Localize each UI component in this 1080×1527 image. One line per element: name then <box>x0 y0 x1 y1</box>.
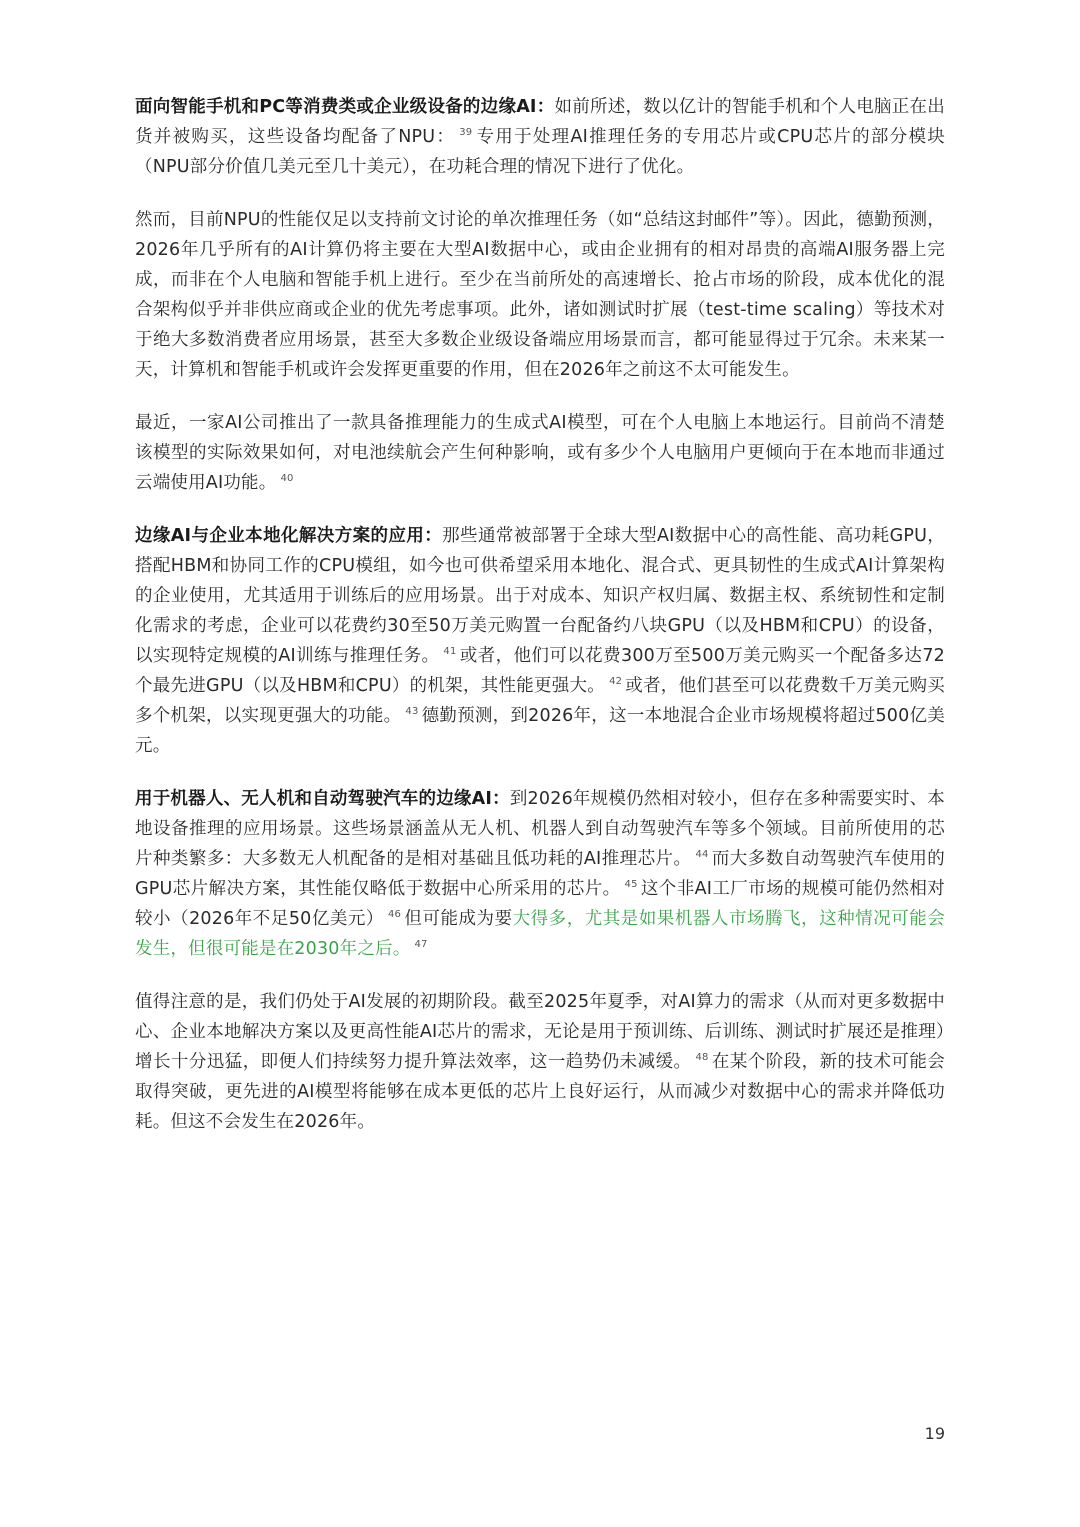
paragraph-text: 然而，目前NPU的性能仅足以支持前文讨论的单次推理任务（如“总结这封邮件”等）。因此，德勤预测，2026年几乎所有的AI计算仍将主要在大型AI数据中心，或由企业拥有的相对昂贵的高端AI服务器上完成，而非在个人电脑和智能手机上进行。至少在当前所处的高速增长、抢占市场的阶段，成本优化的混合架构似乎并非供应商或企业的优先考虑事项。此外，诸如测试时扩展（test-time scaling）等技术对于绝大多数消费者应用场景，甚至大多数企业级设备端应用场景而言，都可能显得过于冗余。未来某一天，计算机和智能手机或许会发挥更重要的作用，但在2026年之前这不太可能发生。 <box>135 210 945 380</box>
footnote-ref[interactable]: 39 <box>459 127 473 138</box>
footnote-ref[interactable]: 45 <box>624 879 638 890</box>
footnote-ref[interactable]: 46 <box>387 909 402 920</box>
paragraph-text: 值得注意的是，我们仍处于AI发展的初期阶段。截至2025年夏季，对AI算力的需求（从而对更多数据中心、企业本地解决方案以及更高性能AI芯片的需求，无论是用于预训练、后训练、测试时扩展还是推理）增长十分迅猛，即便人们持续努力提升算法效率，这一趋势仍未减缓。 <box>135 992 945 1072</box>
footnote-ref[interactable]: 42 <box>609 676 623 687</box>
footnote-ref[interactable]: 48 <box>695 1052 709 1063</box>
paragraph-text: 或者，他们可以花费300万至500万美元购买一个配备多达72个最先进GPU（以及HBM和CPU）的机架，其性能更强大。 <box>135 646 945 696</box>
paragraph-lead-heading: 边缘AI与企业本地化解决方案的应用： <box>135 526 443 546</box>
footnote-ref[interactable]: 47 <box>414 939 428 950</box>
paragraph-robots-drones <box>135 784 945 964</box>
paragraph-text: 这个非AI工厂市场的规模可能仍然相对较小（2026年不足50亿美元） <box>135 879 945 929</box>
paragraph-edge-ai-devices <box>135 92 945 182</box>
footnote-ref[interactable]: 40 <box>280 473 294 484</box>
paragraph-text: 那些通常被部署于全球大型AI数据中心的高性能、高功耗GPU，搭配HBM和协同工作的CPU模组，如今也可供希望采用本地化、混合式、更具韧性的生成式AI计算架构的企业使用，尤其适用于训练后的应用场景。出于对成本、知识产权归属、数据主权、系统韧性和定制化需求的考虑，企业可以花费约30至50万美元购置一台配备约八块GPU（以及HBM和CPU）的设备，以实现特定规模的AI训练与推理任务。 <box>135 526 946 666</box>
footnote-ref[interactable]: 44 <box>695 849 709 860</box>
footnote-ref[interactable]: 43 <box>405 706 419 717</box>
paragraph-lead-heading: 用于机器人、无人机和自动驾驶汽车的边缘AI： <box>135 789 510 809</box>
paragraph-text: 在某个阶段，新的技术可能会取得突破，更先进的AI模型将能够在成本更低的芯片上良好运行，从而减少对数据中心的需求并降低功耗。但这不会发生在2026年。 <box>135 1052 945 1132</box>
footnote-ref[interactable]: 41 <box>443 646 457 657</box>
paragraph-enterprise-on-prem <box>135 521 945 761</box>
paragraph-text: 如前所述，数以亿计的智能手机和个人电脑正在出货并被购买，这些设备均配备了NPU： <box>135 97 945 147</box>
document-body <box>135 92 945 1160</box>
paragraph-text: 到2026年规模仍然相对较小，但存在多种需要实时、本地设备推理的应用场景。这些场景涵盖从无人机、机器人到自动驾驶汽车等多个领域。目前所使用的芯片种类繁多：大多数无人机配备的是相对基础且低功耗的AI推理芯片。 <box>135 789 945 869</box>
paragraph-lead-heading: 面向智能手机和PC等消费类或企业级设备的边缘AI： <box>135 97 555 117</box>
paragraph-npu-performance <box>135 205 945 385</box>
paragraph-text: 而大多数自动驾驶汽车使用的GPU芯片解决方案，其性能仅略低于数据中心所采用的芯片。 <box>135 849 945 899</box>
paragraph-text: 或者，他们甚至可以花费数千万美元购买多个机架，以实现更强大的功能。 <box>135 676 945 726</box>
paragraph-text: 德勤预测，到2026年，这一本地混合企业市场规模将超过500亿美元。 <box>135 706 945 756</box>
paragraph-text: 专用于处理AI推理任务的专用芯片或CPU芯片的部分模块（NPU部分价值几美元至几十美元），在功耗合理的情况下进行了优化。 <box>135 127 945 177</box>
paragraph-text: 但可能成为要 <box>404 909 513 929</box>
page-number: 19 <box>924 1424 945 1443</box>
highlighted-text: 大得多，尤其是如果机器人市场腾飞，这种情况可能会发生，但很可能是在2030年之后。 <box>135 909 945 959</box>
paragraph-text: 最近，一家AI公司推出了一款具备推理能力的生成式AI模型，可在个人电脑上本地运行。目前尚不清楚该模型的实际效果如何，对电池续航会产生何种影响，或有多少个人电脑用户更倾向于在本地而非通过云端使用AI功能。 <box>135 413 945 493</box>
paragraph-early-stage <box>135 987 945 1137</box>
paragraph-local-model <box>135 408 945 498</box>
